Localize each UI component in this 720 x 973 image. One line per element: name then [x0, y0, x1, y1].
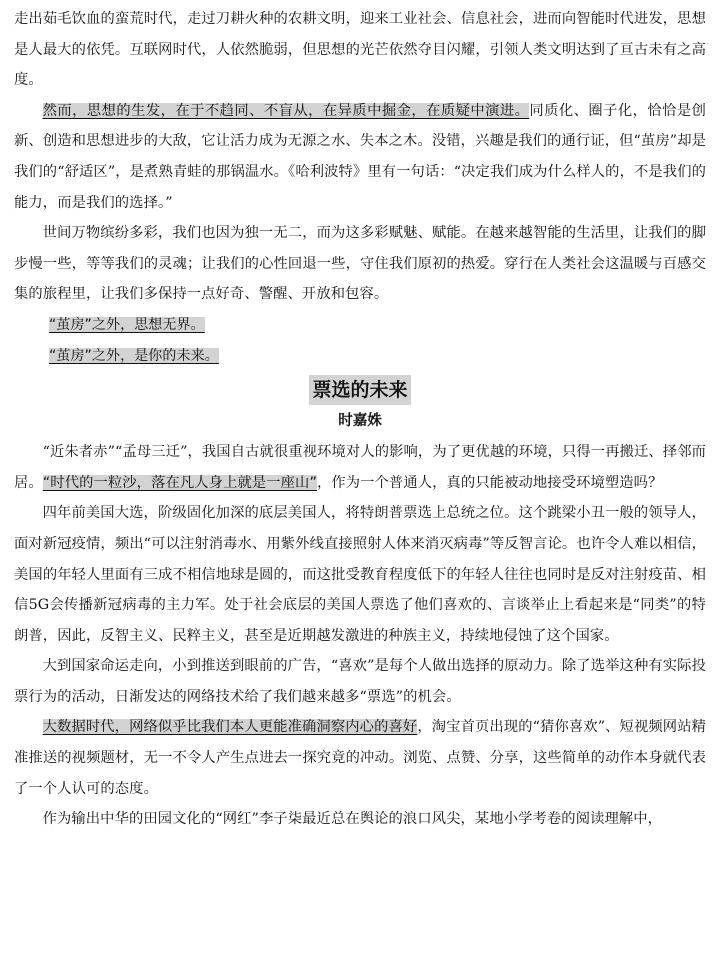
paragraph-4: “近朱者赤”“孟母三迁”，我国自古就很重视环境对人的影响，为了更优越的环境，只得一再搬迁、择邻而居。“时代的一粒沙，落在凡人身上就是一座山”，作为一个普通人，真的只能被动地接受环境塑造吗？ [14, 444, 706, 491]
paragraph-8: 作为输出中华的田园文化的“网红”李子柒最近总在舆论的浪口风尖，某地小学考卷的阅读理解中， [42, 811, 663, 828]
paragraph-6: 大到国家命运走向，小到推送到眼前的广告，“喜欢”是每个人做出选择的原动力。除了选举这种有实际投票行为的活动，日渐发达的网络技术给了我们越来越多“票选”的机会。 [14, 658, 706, 705]
essay-author: 时嘉姝 [338, 413, 382, 430]
paragraph-1: 走出茹毛饮血的蛮荒时代，走过刀耕火种的农耕文明，迎来工业社会、信息社会，进而向智能时代进发，思想是人最大的依凭。互联网时代，人依然脆弱，但思想的光芒依然夺目闪耀，引领人类文明达到了亘古未有之高度。 [14, 11, 706, 89]
paragraph-2-text: 同质化、圈子化，恰恰是创新、创造和思想进步的大敌，它让活力成为无源之水、失本之木。没错，兴趣是我们的通行证，但“茧房”却是我们的“舒适区”，是煮熟青蛙的那锅温水。《哈利波特》里有一句话：“决定我们成为什么样人的，不是我们的能力，而是我们的选择。” [14, 102, 707, 211]
highlighted-sentence: 然而，思想的生发，在于不趋同、不盲从，在异质中掘金，在质疑中演进。 [42, 102, 530, 119]
essay-title-wrapper [14, 375, 706, 405]
slogan-2: “茧房”之外，是你的未来。 [49, 347, 219, 364]
essay-title: 票选的未来 [309, 375, 410, 405]
paragraph-3: 世间万物缤纷多彩，我们也因为独一无二，而为这多彩赋魅、赋能。在越来越智能的生活里，让我们的脚步慢一些，等等我们的灵魂；让我们的心性回退一些，守住我们原初的热爱。穿行在人类社会这温暖与百感交集的旅程里，让我们多保持一点好奇、警醒、开放和包容。 [14, 225, 706, 303]
highlighted-quote: “时代的一粒沙，落在凡人身上就是一座山” [42, 474, 317, 491]
slogan-1: “茧房”之外，思想无界。 [49, 316, 205, 333]
paragraph-2 [14, 96, 706, 218]
paragraph-5: 四年前美国大选，阶级固化加深的底层美国人，将特朗普票选上总统之位。这个跳梁小丑一般的领导人，面对新冠疫情，频出“可以注射消毒水、用紫外线直接照射人体来消灭病毒”等反智言论。也许令人难以相信，美国的年轻人里面有三成不相信地球是圆的，而这批受教育程度低下的年轻人往往也同时是反对注射疫苗、相信5G会传播新冠病毒的主力军。处于社会底层的美国人票选了他们喜欢的、言谈举止上看起来是“同类”的特朗普，因此，反智主义、民粹主义，甚至是近期越发激进的种族主义，持续地侵蚀了这个国家。 [14, 505, 706, 644]
highlighted-sentence-2: 大数据时代，网络似乎比我们本人更能准确洞察内心的喜好 [42, 719, 418, 736]
paragraph-7: 大数据时代，网络似乎比我们本人更能准确洞察内心的喜好，淘宝首页出现的“猜你喜欢”、短视频网站精准推送的视频题材，无一不令人产生点进去一探究竟的冲动。浏览、点赞、分享，这些简单的动作本身就代表了一个人认可的态度。 [14, 719, 706, 797]
